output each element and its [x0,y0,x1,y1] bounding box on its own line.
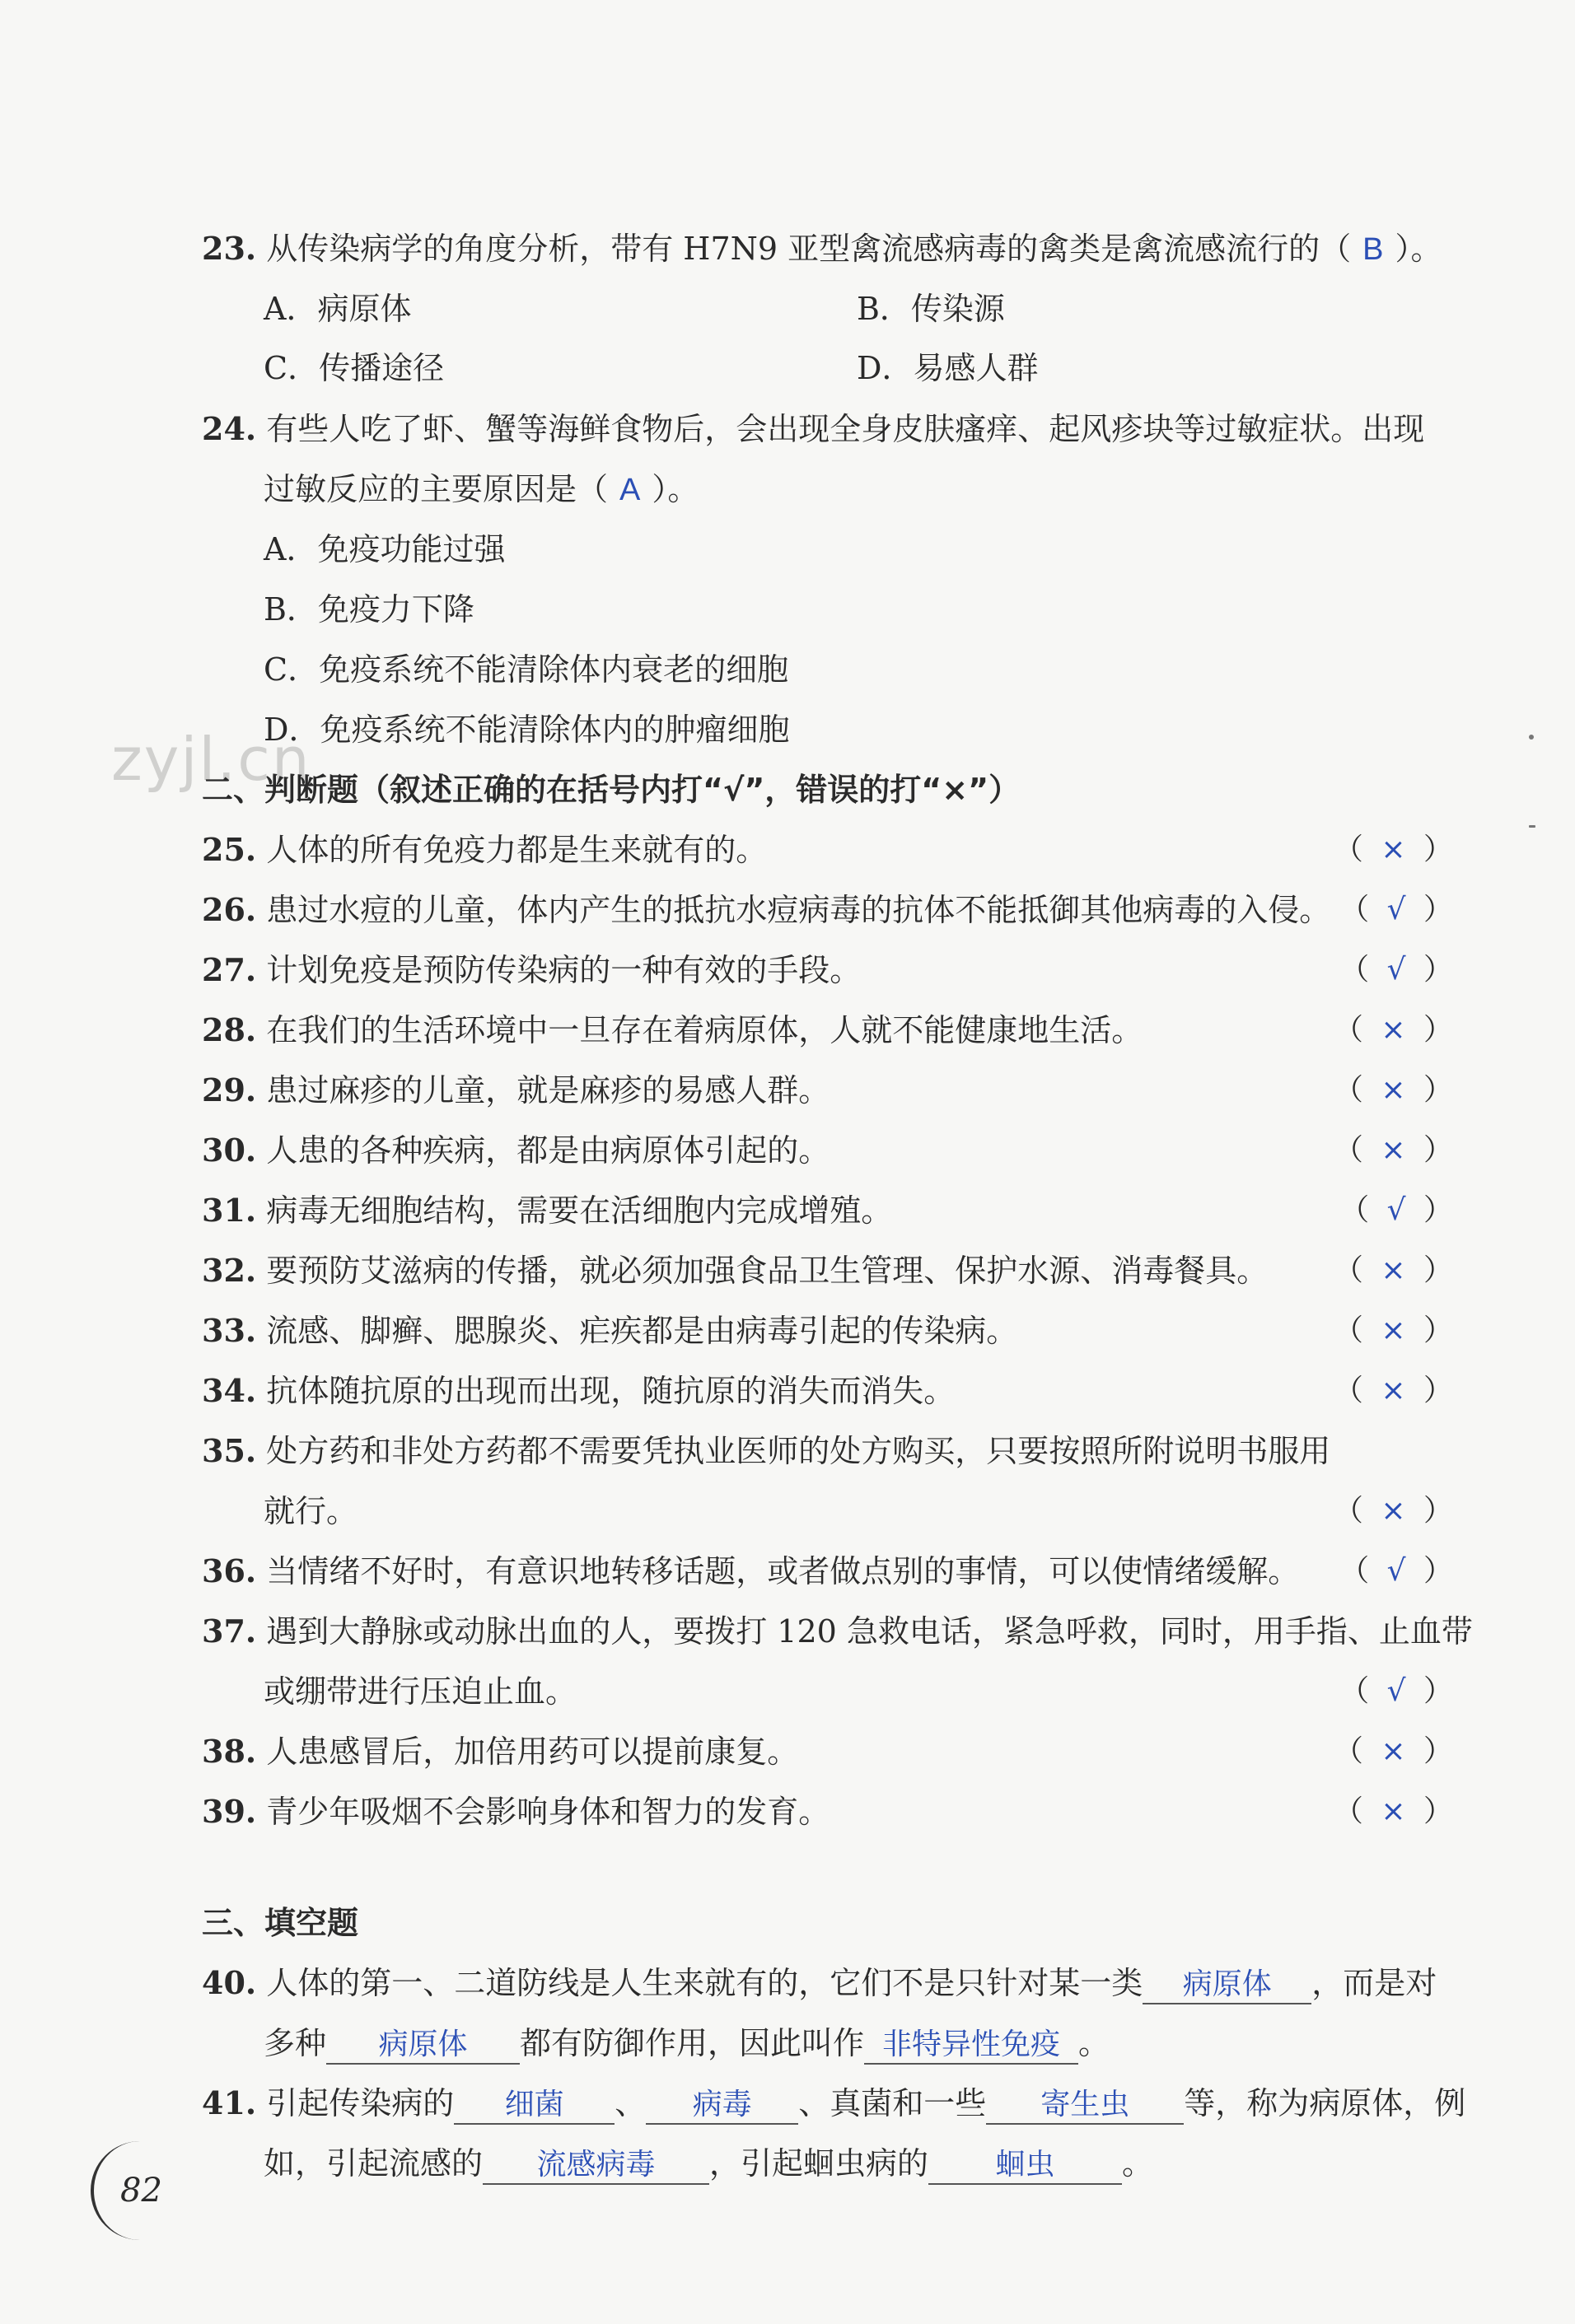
question-number: 40. [202,1964,257,2001]
judgment-mark: × [1381,1794,1406,1828]
answer-parenthesis [1339,889,1453,931]
option-d: D．免疫系统不能清除体内的肿瘤细胞 [264,712,790,748]
question-number: 41. [202,2084,257,2121]
question-text: 在我们的生活环境中一旦存在着病原体，人就不能健康地生活。 [266,1012,1143,1048]
judgment-item [202,1430,1330,1472]
option-b: B．传染源 [857,291,1005,327]
option-b: B．免疫力下降 [264,591,474,628]
page-number: 82 [91,2141,194,2240]
judgment-item [202,1551,1299,1592]
answer-parenthesis [1334,1731,1453,1772]
judgment-item [202,1190,892,1231]
paren-open: （ [1333,1253,1373,1287]
question-text: 都有防御作用，因此叫作 [520,2025,865,2061]
answer-parenthesis [1334,829,1453,870]
question-number: 30. [202,1132,257,1169]
answer-letter: A [619,473,641,507]
judgment-mark: √ [1386,1193,1406,1227]
paren-open: （ [1333,1794,1373,1828]
answer-parenthesis [1334,1310,1453,1351]
judgment-item [202,1611,1473,1652]
answer-parenthesis [1339,1671,1453,1712]
question-text: 人患感冒后，加倍用药可以提前康复。 [266,1734,799,1770]
question-text: ，引起蛔虫病的 [709,2145,929,2182]
question-text: 引起传染病的 [266,2085,455,2121]
judgment-mark: × [1381,1314,1406,1347]
question-number: 28. [202,1011,257,1048]
question-number: 37. [202,1612,257,1650]
judgment-mark: × [1381,1253,1406,1287]
paren-close: ） [1414,1314,1453,1347]
question-text: 流感、脚癣、腮腺炎、疟疾都是由病毒引起的传染病。 [266,1313,1018,1349]
blank-answer: 寄生虫 [986,2087,1184,2125]
answer-parenthesis [1334,1130,1453,1171]
section-title-fill-blank: 三、填空题 [202,1905,359,1941]
question-40-line2 [264,2023,1110,2065]
answer-parenthesis [1334,1250,1453,1291]
paren-open: （ [1333,1013,1373,1047]
paren-close: ） [1414,1193,1453,1227]
option-d: D．易感人群 [857,350,1039,386]
question-text: 等，称为病原体，例 [1184,2085,1466,2121]
option-c: C．免疫系统不能清除体内衰老的细胞 [264,651,789,688]
paren-close: ） [1414,1794,1453,1828]
question-text: 从传染病学的角度分析，带有 H7N9 亚型禽流感病毒的禽类是禽流感流行的（ [266,231,1352,267]
paren-close: ） [1414,1674,1453,1708]
question-text-end: ）。 [652,471,699,507]
paren-open: （ [1333,1133,1373,1167]
question-text: ，而是对 [1311,1965,1437,2001]
question-number: 34. [202,1372,257,1409]
blank-answer: 病毒 [646,2087,798,2125]
blank-answer: 病原体 [1143,1967,1311,2004]
question-text: 如，引起流感的 [264,2145,484,2182]
paren-close: ） [1414,1013,1453,1047]
question-number: 31. [202,1192,257,1229]
judgment-item [202,1010,1143,1051]
question-number: 23. [202,230,257,267]
answer-parenthesis [1339,1190,1453,1231]
judgment-mark: √ [1386,1554,1406,1588]
question-number: 27. [202,951,257,988]
blank-answer: 流感病毒 [483,2147,709,2185]
question-text: 。 [1078,2025,1110,2061]
paren-open: （ [1333,1073,1373,1107]
judgment-mark: × [1381,1494,1406,1528]
question-text: 患过水痘的儿童，体内产生的抵抗水痘病毒的抗体不能抵御其他病毒的入侵。 [266,892,1331,928]
judgment-item [202,829,767,870]
answer-parenthesis [1334,1370,1453,1412]
answer-letter: B [1362,232,1384,267]
question-24-line2 [264,469,699,511]
answer-parenthesis [1339,950,1453,991]
question-text: 有些人吃了虾、蟹等海鲜食物后，会出现全身皮肤瘙痒、起风疹块等过敏症状。出现 [266,411,1425,447]
paren-open: （ [1339,1674,1379,1708]
paren-close: ） [1414,1494,1453,1528]
question-text: 要预防艾滋病的传播，就必须加强食品卫生管理、保护水源、消毒餐具。 [266,1253,1269,1289]
question-text: 计划免疫是预防传染病的一种有效的手段。 [266,952,862,988]
question-text: 过敏反应的主要原因是（ [264,471,609,507]
judgment-item [202,1070,830,1111]
question-number: 38. [202,1733,257,1770]
judgment-item [202,1731,798,1772]
judgment-mark: × [1381,1073,1406,1107]
judgment-item-line2: 就行。 [264,1493,358,1529]
paren-close: ） [1414,833,1453,866]
paren-open: （ [1339,1554,1379,1588]
question-41 [202,2083,1465,2125]
paren-open: （ [1339,893,1379,926]
paren-open: （ [1333,1734,1373,1768]
answer-parenthesis [1334,1010,1453,1051]
paren-close: ） [1414,953,1453,987]
judgment-mark: × [1381,1133,1406,1167]
question-text: 患过麻疹的儿童，就是麻疹的易感人群。 [266,1072,830,1108]
question-40 [202,1962,1437,2004]
paren-open: （ [1333,833,1373,866]
margin-dot [1529,735,1534,740]
blank-answer: 病原体 [326,2027,520,2065]
paren-open: （ [1333,1374,1373,1407]
judgment-item [202,1130,830,1171]
question-number: 39. [202,1793,257,1830]
question-text: 青少年吸烟不会影响身体和智力的发育。 [266,1794,830,1830]
watermark: zyjl.cn [111,725,311,794]
question-text: 遇到大静脉或动脉出血的人，要拨打 120 急救电话，紧急呼救，同时，用手指、止血带 [266,1613,1473,1650]
paren-open: （ [1339,1193,1379,1227]
answer-parenthesis [1334,1491,1453,1532]
question-text: 多种 [264,2025,327,2061]
judgment-mark: √ [1386,953,1406,987]
question-text: 处方药和非处方药都不需要凭执业医师的处方购买，只要按照所附说明书服用 [266,1433,1331,1469]
question-text: 、真菌和一些 [798,2085,987,2121]
question-41-line2 [264,2143,1153,2185]
option-a: A．病原体 [264,291,412,327]
judgment-item [202,1370,955,1412]
judgment-mark: × [1381,1013,1406,1047]
question-text: 人体的所有免疫力都是生来就有的。 [266,832,768,868]
paren-close: ） [1414,893,1453,926]
question-text: 人体的第一、二道防线是人生来就有的，它们不是只针对某一类 [266,1965,1143,2001]
judgment-item [202,1250,1268,1291]
question-number: 33. [202,1312,257,1349]
paren-open: （ [1333,1314,1373,1347]
judgment-mark: × [1381,1374,1406,1407]
judgment-mark: × [1381,833,1406,866]
question-text: 抗体随抗原的出现而出现，随抗原的消失而消失。 [266,1373,956,1409]
question-number: 29. [202,1071,257,1108]
judgment-item [202,950,861,991]
question-23 [202,228,1442,270]
paren-close: ） [1414,1253,1453,1287]
paren-close: ） [1414,1734,1453,1768]
blank-answer: 蛔虫 [928,2147,1122,2185]
option-c: C．传播途径 [264,350,445,386]
judgment-item-line2: 或绷带进行压迫止血。 [264,1673,577,1710]
judgment-item [202,1791,830,1832]
option-a: A．免疫功能过强 [264,531,506,567]
paren-close: ） [1414,1374,1453,1407]
answer-parenthesis [1339,1551,1453,1592]
paren-open: （ [1333,1494,1373,1528]
question-number: 25. [202,831,257,868]
paren-close: ） [1414,1554,1453,1588]
question-number: 26. [202,891,257,928]
blank-answer: 非特异性免疫 [864,2027,1078,2065]
section-title-judgment: 二、判断题（叙述正确的在括号内打“√”，错误的打“×”） [202,772,1021,808]
question-number: 35. [202,1432,257,1469]
judgment-mark: × [1381,1734,1406,1768]
paren-close: ） [1414,1133,1453,1167]
question-text: 、 [615,2085,647,2121]
question-text-end: ）。 [1395,231,1442,267]
paren-close: ） [1414,1073,1453,1107]
question-text: 病毒无细胞结构，需要在活细胞内完成增殖。 [266,1192,893,1229]
question-24 [202,408,1424,450]
margin-dash [1529,825,1535,828]
judgment-item [202,889,1330,931]
question-text: 。 [1122,2145,1154,2182]
answer-parenthesis [1334,1791,1453,1832]
blank-answer: 细菌 [454,2087,615,2125]
question-text: 当情绪不好时，有意识地转移话题，或者做点别的事情，可以使情绪缓解。 [266,1553,1300,1589]
judgment-item [202,1310,1017,1351]
paren-open: （ [1339,953,1379,987]
judgment-mark: √ [1386,1674,1406,1708]
answer-parenthesis [1334,1070,1453,1111]
question-text: 人患的各种疾病，都是由病原体引起的。 [266,1132,830,1169]
question-number: 36. [202,1552,257,1589]
judgment-mark: √ [1386,893,1406,926]
question-number: 24. [202,410,257,447]
question-number: 32. [202,1252,257,1289]
